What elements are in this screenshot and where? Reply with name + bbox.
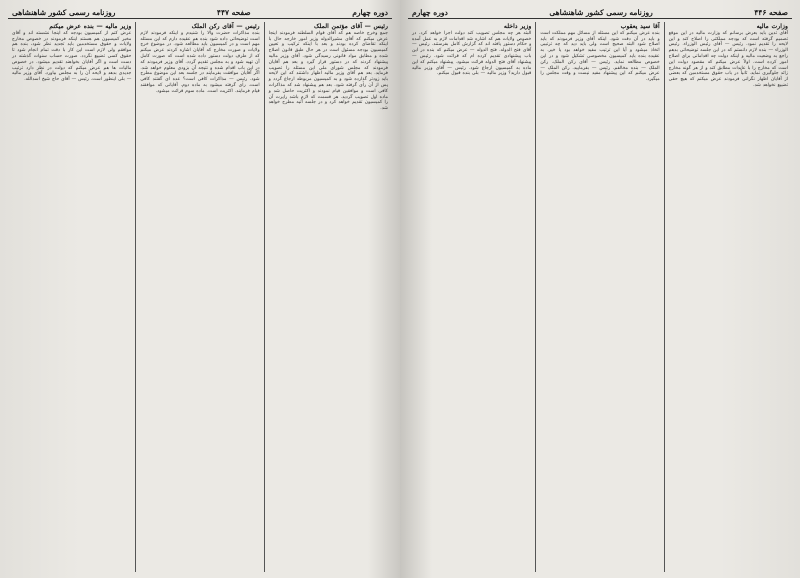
- left-page-columns: [8, 22, 392, 572]
- right-page-header: [408, 6, 792, 19]
- left-page-header: [8, 6, 392, 19]
- left-header-right: دوره چهارم: [352, 7, 388, 17]
- column-text: جمع وخرج خاصه هم که آقای قوام السلطنه فرمودند اینجا عرض میکنم که آقای مشیرالدوله وزیر امور خارجه حال با اینکه تقاضای کرده بودند و بعد با اینکه ترکیب و تعیین کمیسیون بودجه مسئول است در هر حال طبق قانون اصلاح شده و مطابق مواد قانونی رسیدگی شود. آقای وزیر مالیه پیشنهاد کردند که در دستور قرار گیرد و بعد هم آقایان فرمودند که مجلس شورای ملی این مسئله را تصویب فرماید. بعد هم آقای وزیر مالیه اظهار داشتند که این لایحه باید زودتر گذارده شود و به کمیسیون مربوطه ارجاع گردد و پس از آن رأی گرفته شود. بعد هم پیشنهاد شد که مذاکرات کافی است و موافقین قیام نمودند و اکثریت حاصل شد و ماده اول تصویب گردید. هر قسمت که لازم باشد راپرت آن را کمیسیون تقدیم خواهد کرد و در جلسه آتیه مطرح خواهد شد.: [268, 30, 388, 112]
- right-page: [400, 0, 800, 578]
- right-header-right: صفحه ۴۴۶: [754, 7, 788, 17]
- right-column-2: [536, 22, 664, 572]
- right-page-columns: [408, 22, 792, 572]
- column-text: آقای تدین باید بعرض برسانم که وزارت مالیه در این موقع تصمیم گرفته است که بودجه مملکتی را اصلاح کند و این لایحه را تقدیم نمود. رئیس — آقای رئیس الوزراء. رئیس الوزراء — بنده لازم دانستم که در این جلسه توضیحاتی بدهم راجع به وضعیت مالیه و اینکه دولت چه اقداماتی برای اصلاح امور کرده است. اولاً عرض میکنم که مقصود دولت این است که مخارج را با عایدات مطابق کند و از هر گونه مخارج زائد جلوگیری نماید. ثانیاً در باب حقوق مستخدمین که بعضی از آقایان اظهار نگرانی فرمودند عرض میکنم که هیچ حقی تضییع نخواهد شد.: [668, 30, 788, 88]
- left-column-2: [136, 22, 264, 572]
- column-heading: رئیس — آقای رکن الملک: [191, 23, 260, 30]
- left-column-1: [265, 22, 392, 572]
- column-heading: وزیر مالیه — بنده عرض میکنم: [49, 23, 132, 30]
- left-column-3: [8, 22, 136, 572]
- column-heading: وزارت مالیه: [756, 23, 788, 30]
- right-header-center: روزنامه رسمی کشور شاهنشاهی: [549, 7, 653, 17]
- column-heading: آقا سید یعقوب: [620, 23, 660, 30]
- column-text: عرض کنم از کمیسیون بودجه که اینجا نشسته اند و آقای مخبر کمیسیون هم هستند اینکه فرمودند در خصوص مخارج ولایات و حقوق مستخدمین باید تجدید نظر شود، بنده هم موافقم ولی لازم است این کار با دقت تمام انجام شود تا حقوق کسی تضییع نگردد. صورت حساب سنوات گذشته در دست است و اگر آقایان بخواهند تقدیم میشود. در خصوص مالیات ها هم عرض میکنم که دولت در نظر دارد ترتیب جدیدی بدهد و لایحه آن را به مجلس بیاورد. آقای وزیر مالیه — بلی اینطور است. رئیس — آقای حاج شیخ اسدالله.: [12, 30, 132, 83]
- column-text: بنده مذاکرات حضرت والا را شنیدم و اینکه فرمودند لازم است توضیحاتی داده شود بنده هم عقیده دارم که این مسئله مهم است و در کمیسیون باید مطالعه شود. در موضوع خرج ولایات و صورت مخارج که آقایان اشاره کردند عرض میکنم که از طرف دولت دستور داده شده است که صورت کامل آن تهیه شود و به مجلس تقدیم گردد. آقای وزیر فرمودند که در این باب اقدام شده و نتیجه آن بزودی معلوم خواهد شد. اگر آقایان موافقت بفرمایند در جلسه بعد این موضوع مطرح شود. رئیس — مذاکرات کافی است؟ عده ای گفتند کافی است. رأی گرفته میشود به ماده دوم. آقایانی که موافقند قیام فرمایند. اکثریت است. ماده سوم قرائت میشود.: [140, 30, 260, 94]
- right-column-1: [665, 22, 792, 572]
- column-text: البته هر چه مجلس تصویب کند دولت اجرا خواهد کرد. در خصوص ولایات هم که اشاره شد اقدامات لازم به عمل آمده و حکام دستور یافته اند که گزارش کامل بفرستند. رئیس — آقای فتح الدوله. فتح الدوله — عرض میکنم که بنده در این باب پیشنهادی تقدیم کرده ام که قرائت شود. رئیس — پیشنهاد آقای فتح الدوله قرائت میشود. پیشنهاد میکنم که این ماده به کمیسیون ارجاع شود. رئیس — آقای وزیر مالیه قبول دارید؟ وزیر مالیه — بلی بنده قبول میکنم.: [412, 30, 532, 77]
- column-heading: وزیر داخله: [503, 23, 532, 30]
- right-column-3: [408, 22, 536, 572]
- column-text: بنده عرض میکنم که این مسئله از مسائل مهم مملکت است و باید در آن دقت شود. اینکه آقای وزیر فرمودند که باید اصلاح شود البته صحیح است ولی باید دید که چه ترتیبی اتخاذ میشود و آیا این ترتیب مفید خواهد بود یا خیر. به عقیده بنده باید کمیسیون مخصوصی تشکیل شود و در این خصوص مطالعه نماید. رئیس — آقای رکن الملک. رکن الملک — بنده مخالفم. رئیس — بفرمایید. رکن الملک — عرض میکنم که این پیشنهاد مفید نیست و وقت مجلس را میگیرد.: [540, 30, 660, 83]
- right-header-left: دوره چهارم: [412, 7, 448, 17]
- left-header-center: صفحه ۴۴۷: [216, 7, 251, 17]
- left-header-left: روزنامه رسمی کشور شاهنشاهی: [12, 7, 116, 17]
- column-heading: رئیس — آقای مؤتمن الملک: [314, 23, 388, 30]
